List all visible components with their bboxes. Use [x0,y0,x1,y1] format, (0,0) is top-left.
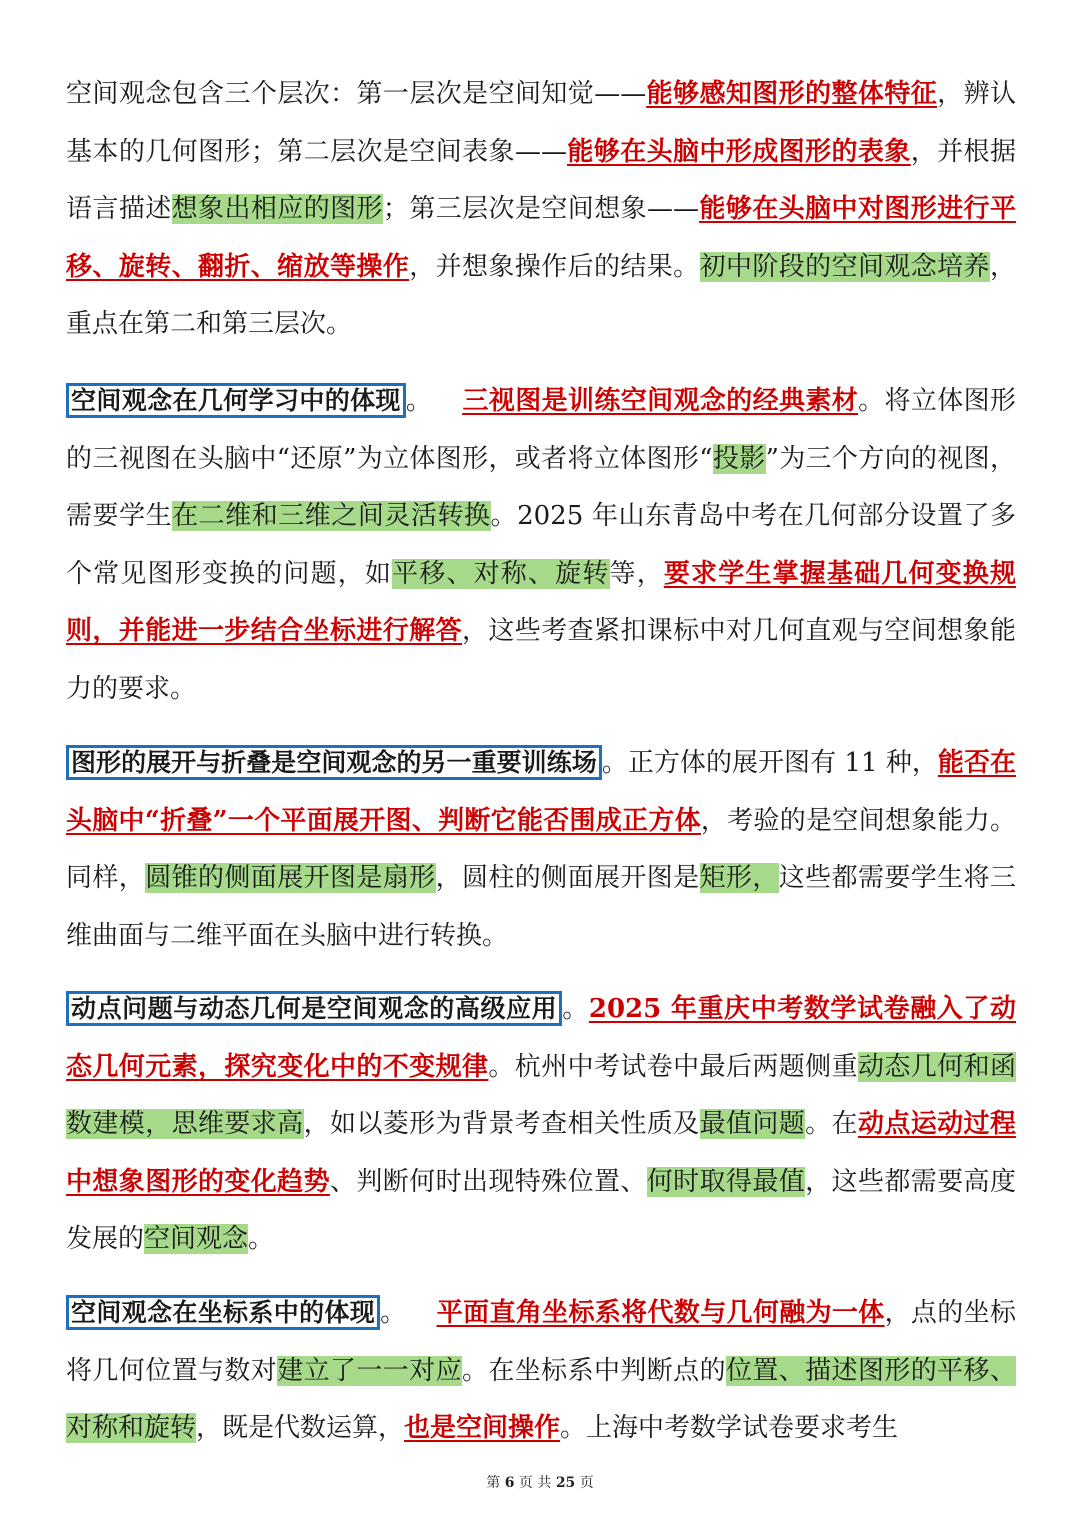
emphasis-text: 能够在头脑中形成图形的表象 [566,136,911,167]
paragraph-coordinate-system [66,1284,1016,1458]
body-text: ，并想象操作后的结果。 [409,251,700,282]
paragraph-geometry-learning [66,372,1016,719]
body-text: 。在 [805,1109,858,1140]
highlighted-text: 想象出相应的图形 [171,194,383,225]
footer-prefix: 第 [486,1475,501,1491]
body-text: 。将立体图形的三视图在头脑中“还原”为立体图形，或者将立体图形“ [66,386,1016,474]
body-text: 。 [248,1224,275,1255]
paragraph-dynamic-geometry [66,980,1016,1269]
body-text: ，圆柱的侧面展开图是 [435,863,700,894]
highlighted-text: 矩形， [699,863,779,894]
emphasis-text: 能够感知图形的整体特征 [646,79,938,109]
body-text: ，既是代数运算， [196,1413,405,1444]
emphasis-text: 也是空间操作 [404,1413,561,1444]
emphasis-text: 能够在头脑中对图形进行平移、旋转、翻折、缩放等操作 [66,194,1016,282]
body-text: ，重点在第二和第三层次。 [66,251,1016,340]
body-text: 。 [562,994,589,1024]
body-text: 等， [609,558,664,589]
body-text: ，并根据语言描述 [66,136,1016,225]
emphasis-text: 能否在头脑中“折叠”一个平面展开图、判断它能否围成正方体 [66,748,1016,836]
highlighted-text: 位置、描述图形的平移、对称和旋转 [66,1355,1016,1444]
highlighted-text: 平移、对称、旋转 [392,558,610,589]
body-text: 。 [380,1298,407,1328]
body-text: 。 [405,386,433,416]
section-heading: 图形的展开与折叠是空间观念的另一重要训练场 [66,745,602,780]
body-text: 。2025 年山东青岛中考在几何部分设置了多个常见图形变换的问题，如 [66,501,1016,589]
body-text: ，辨认基本的几何图形；第二层次是空间表象—— [66,79,1016,167]
highlighted-text: 圆锥的侧面展开图是扇形 [145,863,436,894]
highlighted-text: 动态几何和函数建模，思维要求高 [66,1051,1016,1140]
body-text: 。杭州中考试卷中最后两题侧重 [488,1051,858,1082]
section-heading: 动点问题与动态几何是空间观念的高级应用 [66,991,562,1026]
body-text: ”为三个方向的视图，需要学生 [66,443,1016,532]
body-text: 。在坐标系中判断点的 [461,1355,726,1386]
section-heading: 空间观念在坐标系中的体现 [66,1295,380,1330]
body-text: 。上海中考数学试卷要求考生 [560,1413,899,1444]
highlighted-text: 投影 [712,443,766,474]
emphasis-text: 三视图是训练空间观念的经典素材 [462,386,859,416]
highlighted-text: 最值问题 [699,1109,806,1140]
body-text: 空间观念包含三个层次：第一层次是空间知觉—— [66,79,647,109]
highlighted-text: 在二维和三维之间灵活转换 [172,501,491,532]
footer-suffix: 页 [579,1475,594,1491]
emphasis-text: 要求学生掌握基础几何变换规则，并能进一步结合坐标进行解答 [66,558,1016,647]
emphasis-text: 平面直角坐标系将代数与几何融为一体 [436,1298,885,1328]
body-text: ，考验的是空间想象能力。同样， [66,805,1016,894]
highlighted-text: 初中阶段的空间观念培养 [699,251,990,282]
emphasis-text: 动点运动过程中想象图形的变化趋势 [66,1109,1016,1197]
body-text: 、判断何时出现特殊位置、 [329,1166,647,1197]
highlighted-text: 何时取得最值 [646,1166,806,1197]
body-text: ；第三层次是空间想象—— [382,194,700,225]
section-heading: 空间观念在几何学习中的体现 [66,383,406,418]
body-text: ，这些考查紧扣课标中对几何直观与空间想象能力的要求。 [66,616,1016,704]
emphasis-text: 2025 年重庆中考数学试卷融入了动态几何元素，探究变化中的不变规律 [66,994,1016,1082]
body-text: ，这些都需要高度发展的 [66,1166,1016,1255]
footer-page-number: 6 [504,1475,515,1491]
body-text: 这些都需要学生将三维曲面与二维平面在头脑中进行转换。 [66,863,1016,951]
paragraph-unfold-fold [66,734,1016,965]
paragraph-spatial-levels [66,66,1016,354]
body-text: ，点的坐标将几何位置与数对 [66,1298,1016,1386]
highlighted-text: 建立了一一对应 [277,1355,462,1386]
page-footer [0,1472,1080,1492]
body-text: 。正方体的展开图有 11 种， [601,748,938,778]
footer-total-pages: 25 [555,1475,576,1491]
body-text: ，如以菱形为背景考查相关性质及 [303,1109,700,1140]
highlighted-text: 空间观念 [144,1224,249,1255]
footer-mid: 页 共 [518,1475,552,1491]
